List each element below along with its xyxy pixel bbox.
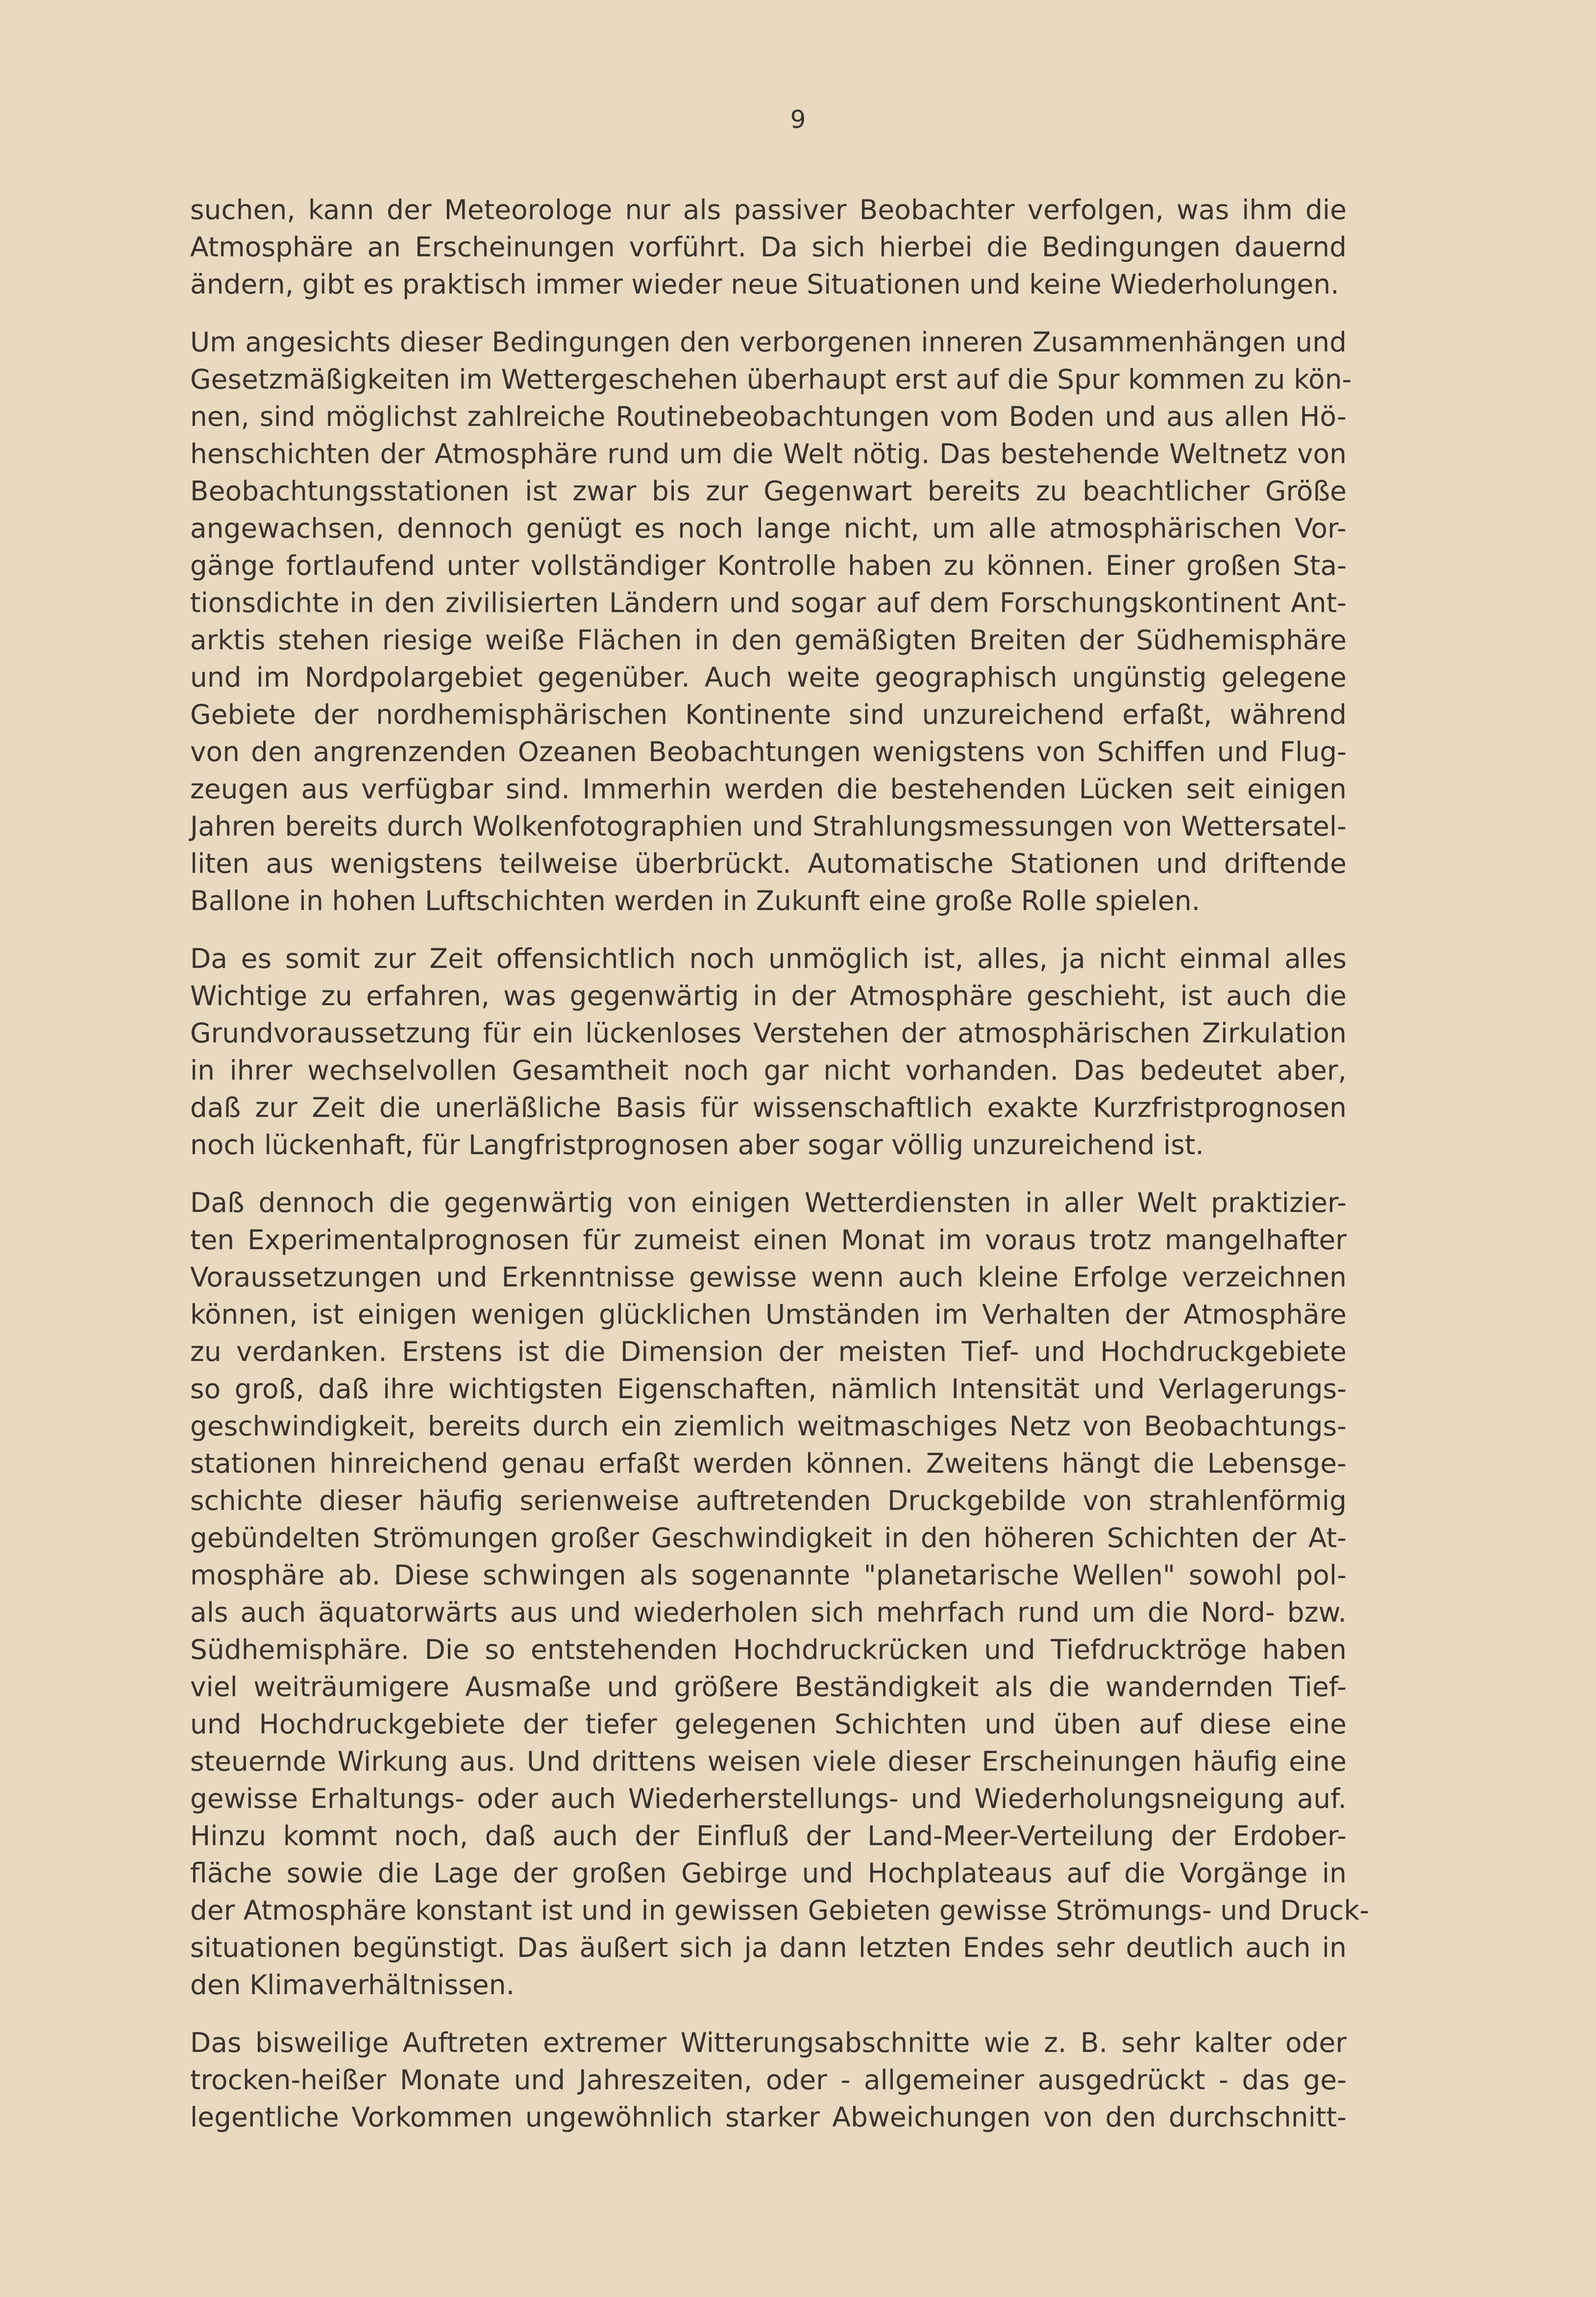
text-line: Wichtige zu erfahren, was gegenwärtig in der Atmosphäre geschieht, ist auch die xyxy=(190,980,1347,1012)
text-line: Jahren bereits durch Wolkenfotographien und Strahlungsmessungen von Wettersatel- xyxy=(190,811,1347,842)
text-line: Voraussetzungen und Erkenntnisse gewisse wenn auch kleine Erfolge verzeichnen xyxy=(190,1261,1347,1293)
text-line: von den angrenzenden Ozeanen Beobachtungen wenigstens von Schiffen und Flug- xyxy=(190,736,1347,767)
text-line: stationen hinreichend genau erfaßt werden können. Zweitens hängt die Lebensge- xyxy=(190,1448,1347,1479)
text-line: liten aus wenigstens teilweise überbrückt. Automatische Stationen und driftende xyxy=(190,848,1347,879)
text-line: Grundvoraussetzung für ein lückenloses Verstehen der atmosphärischen Zirkulation xyxy=(190,1017,1347,1049)
text-line: gänge fortlaufend unter vollständiger Kontrolle haben zu können. Einer großen Sta- xyxy=(190,550,1347,581)
text-line: Hinzu kommt noch, daß auch der Einfluß der Land-Meer-Verteilung der Erdober- xyxy=(190,1820,1347,1852)
text-line: Gebiete der nordhemisphärischen Kontinente sind unzureichend erfaßt, während xyxy=(190,699,1347,730)
text-line: steuernde Wirkung aus. Und drittens weisen viele dieser Erscheinungen häufig eine xyxy=(190,1746,1347,1777)
text-line: Ballone in hohen Luftschichten werden in Zukunft eine große Rolle spielen. xyxy=(190,885,1201,916)
body-text xyxy=(190,191,1370,2156)
paragraph xyxy=(190,1184,1370,2003)
paragraph xyxy=(190,191,1347,303)
text-line: als auch äquatorwärts aus und wiederholen sich mehrfach rund um die Nord- bzw. xyxy=(190,1597,1347,1628)
text-line: gewisse Erhaltungs- oder auch Wiederherstellungs- und Wiederholungsneigung auf. xyxy=(190,1783,1347,1814)
text-line: Gesetzmäßigkeiten im Wettergeschehen überhaupt erst auf die Spur kommen zu kön- xyxy=(190,364,1352,395)
text-line: und Hochdruckgebiete der tiefer gelegenen Schichten und üben auf diese eine xyxy=(190,1708,1347,1740)
text-line: tionsdichte in den zivilisierten Ländern und sogar auf dem Forschungskontinent Ant- xyxy=(190,587,1347,618)
text-line: nen, sind möglichst zahlreiche Routinebeobachtungen vom Boden und aus allen Hö- xyxy=(190,401,1347,432)
text-line: und im Nordpolargebiet gegenüber. Auch weite geographisch ungünstig gelegene xyxy=(190,662,1347,693)
text-line: können, ist einigen wenigen glücklichen Umständen im Verhalten der Atmosphäre xyxy=(190,1299,1347,1330)
text-line: viel weiträumigere Ausmaße und größere Beständigkeit als die wandernden Tief- xyxy=(190,1671,1347,1703)
text-line: ändern, gibt es praktisch immer wieder neue Situationen und keine Wiederholungen. xyxy=(190,269,1339,300)
text-line: zu verdanken. Erstens ist die Dimension der meisten Tief- und Hochdruckgebiete xyxy=(190,1336,1347,1367)
text-line: in ihrer wechselvollen Gesamtheit noch gar nicht vorhanden. Das bedeutet aber, xyxy=(190,1055,1347,1086)
text-line: angewachsen, dennoch genügt es noch lange nicht, um alle atmosphärischen Vor- xyxy=(190,513,1347,544)
text-line: legentliche Vorkommen ungewöhnlich starker Abweichungen von den durchschnitt- xyxy=(190,2101,1347,2133)
text-line: so groß, daß ihre wichtigsten Eigenschaften, nämlich Intensität und Verlagerungs- xyxy=(190,1373,1347,1405)
text-line: Da es somit zur Zeit offensichtlich noch unmöglich ist, alles, ja nicht einmal alles xyxy=(190,943,1347,974)
text-line: daß zur Zeit die unerläßliche Basis für wissenschaftlich exakte Kurzfristprognosen xyxy=(190,1092,1347,1123)
text-line: Daß dennoch die gegenwärtig von einigen Wetterdiensten in aller Welt praktizier- xyxy=(190,1187,1347,1218)
text-line: zeugen aus verfügbar sind. Immerhin werden die bestehenden Lücken seit einigen xyxy=(190,773,1347,805)
text-line: gebündelten Strömungen großer Geschwindigkeit in den höheren Schichten der At- xyxy=(190,1522,1347,1554)
text-line: geschwindigkeit, bereits durch ein ziemlich weitmaschiges Netz von Beobachtungs- xyxy=(190,1410,1347,1442)
text-line: situationen begünstigt. Das äußert sich ja dann letzten Endes sehr deutlich auch in xyxy=(190,1932,1347,1963)
text-line: der Atmosphäre konstant ist und in gewissen Gebieten gewisse Strömungs- und Druck- xyxy=(190,1895,1370,1926)
text-line: suchen, kann der Meteorologe nur als passiver Beobachter verfolgen, was ihm die xyxy=(190,194,1347,225)
text-line: Atmosphäre an Erscheinungen vorführt. Da sich hierbei die Bedingungen dauernd xyxy=(190,231,1347,263)
text-line: Um angesichts dieser Bedingungen den verborgenen inneren Zusammenhängen und xyxy=(190,326,1347,358)
text-line: noch lückenhaft, für Langfristprognosen aber sogar völlig unzureichend ist. xyxy=(190,1129,1204,1161)
page-number: 9 xyxy=(790,105,806,134)
text-line: schichte dieser häufig serienweise auftretenden Druckgebilde von strahlenförmig xyxy=(190,1485,1347,1516)
text-line: Südhemisphäre. Die so entstehenden Hochdruckrücken und Tiefdrucktröge haben xyxy=(190,1634,1347,1665)
text-line: Das bisweilige Auftreten extremer Witterungsabschnitte wie z. B. sehr kalter oder xyxy=(190,2027,1347,2058)
text-line: mosphäre ab. Diese schwingen als sogenannte "planetarische Wellen" sowohl pol- xyxy=(190,1559,1347,1591)
text-line: den Klimaverhältnissen. xyxy=(190,1969,515,2001)
text-line: trocken-heißer Monate und Jahreszeiten, oder - allgemeiner ausgedrückt - das ge- xyxy=(190,2064,1347,2096)
text-line: Beobachtungsstationen ist zwar bis zur Gegenwart bereits zu beachtlicher Größe xyxy=(190,475,1347,507)
paragraph xyxy=(190,940,1347,1163)
text-line: arktis stehen riesige weiße Flächen in den gemäßigten Breiten der Südhemisphäre xyxy=(190,624,1347,656)
text-line: ten Experimentalprognosen für zumeist einen Monat im voraus trotz mangelhafter xyxy=(190,1224,1347,1256)
text-line: fläche sowie die Lage der großen Gebirge und Hochplateaus auf die Vorgänge in xyxy=(190,1857,1347,1889)
text-line: henschichten der Atmosphäre rund um die Welt nötig. Das bestehende Weltnetz von xyxy=(190,438,1347,469)
paragraph xyxy=(190,2024,1347,2136)
paragraph xyxy=(190,323,1352,919)
